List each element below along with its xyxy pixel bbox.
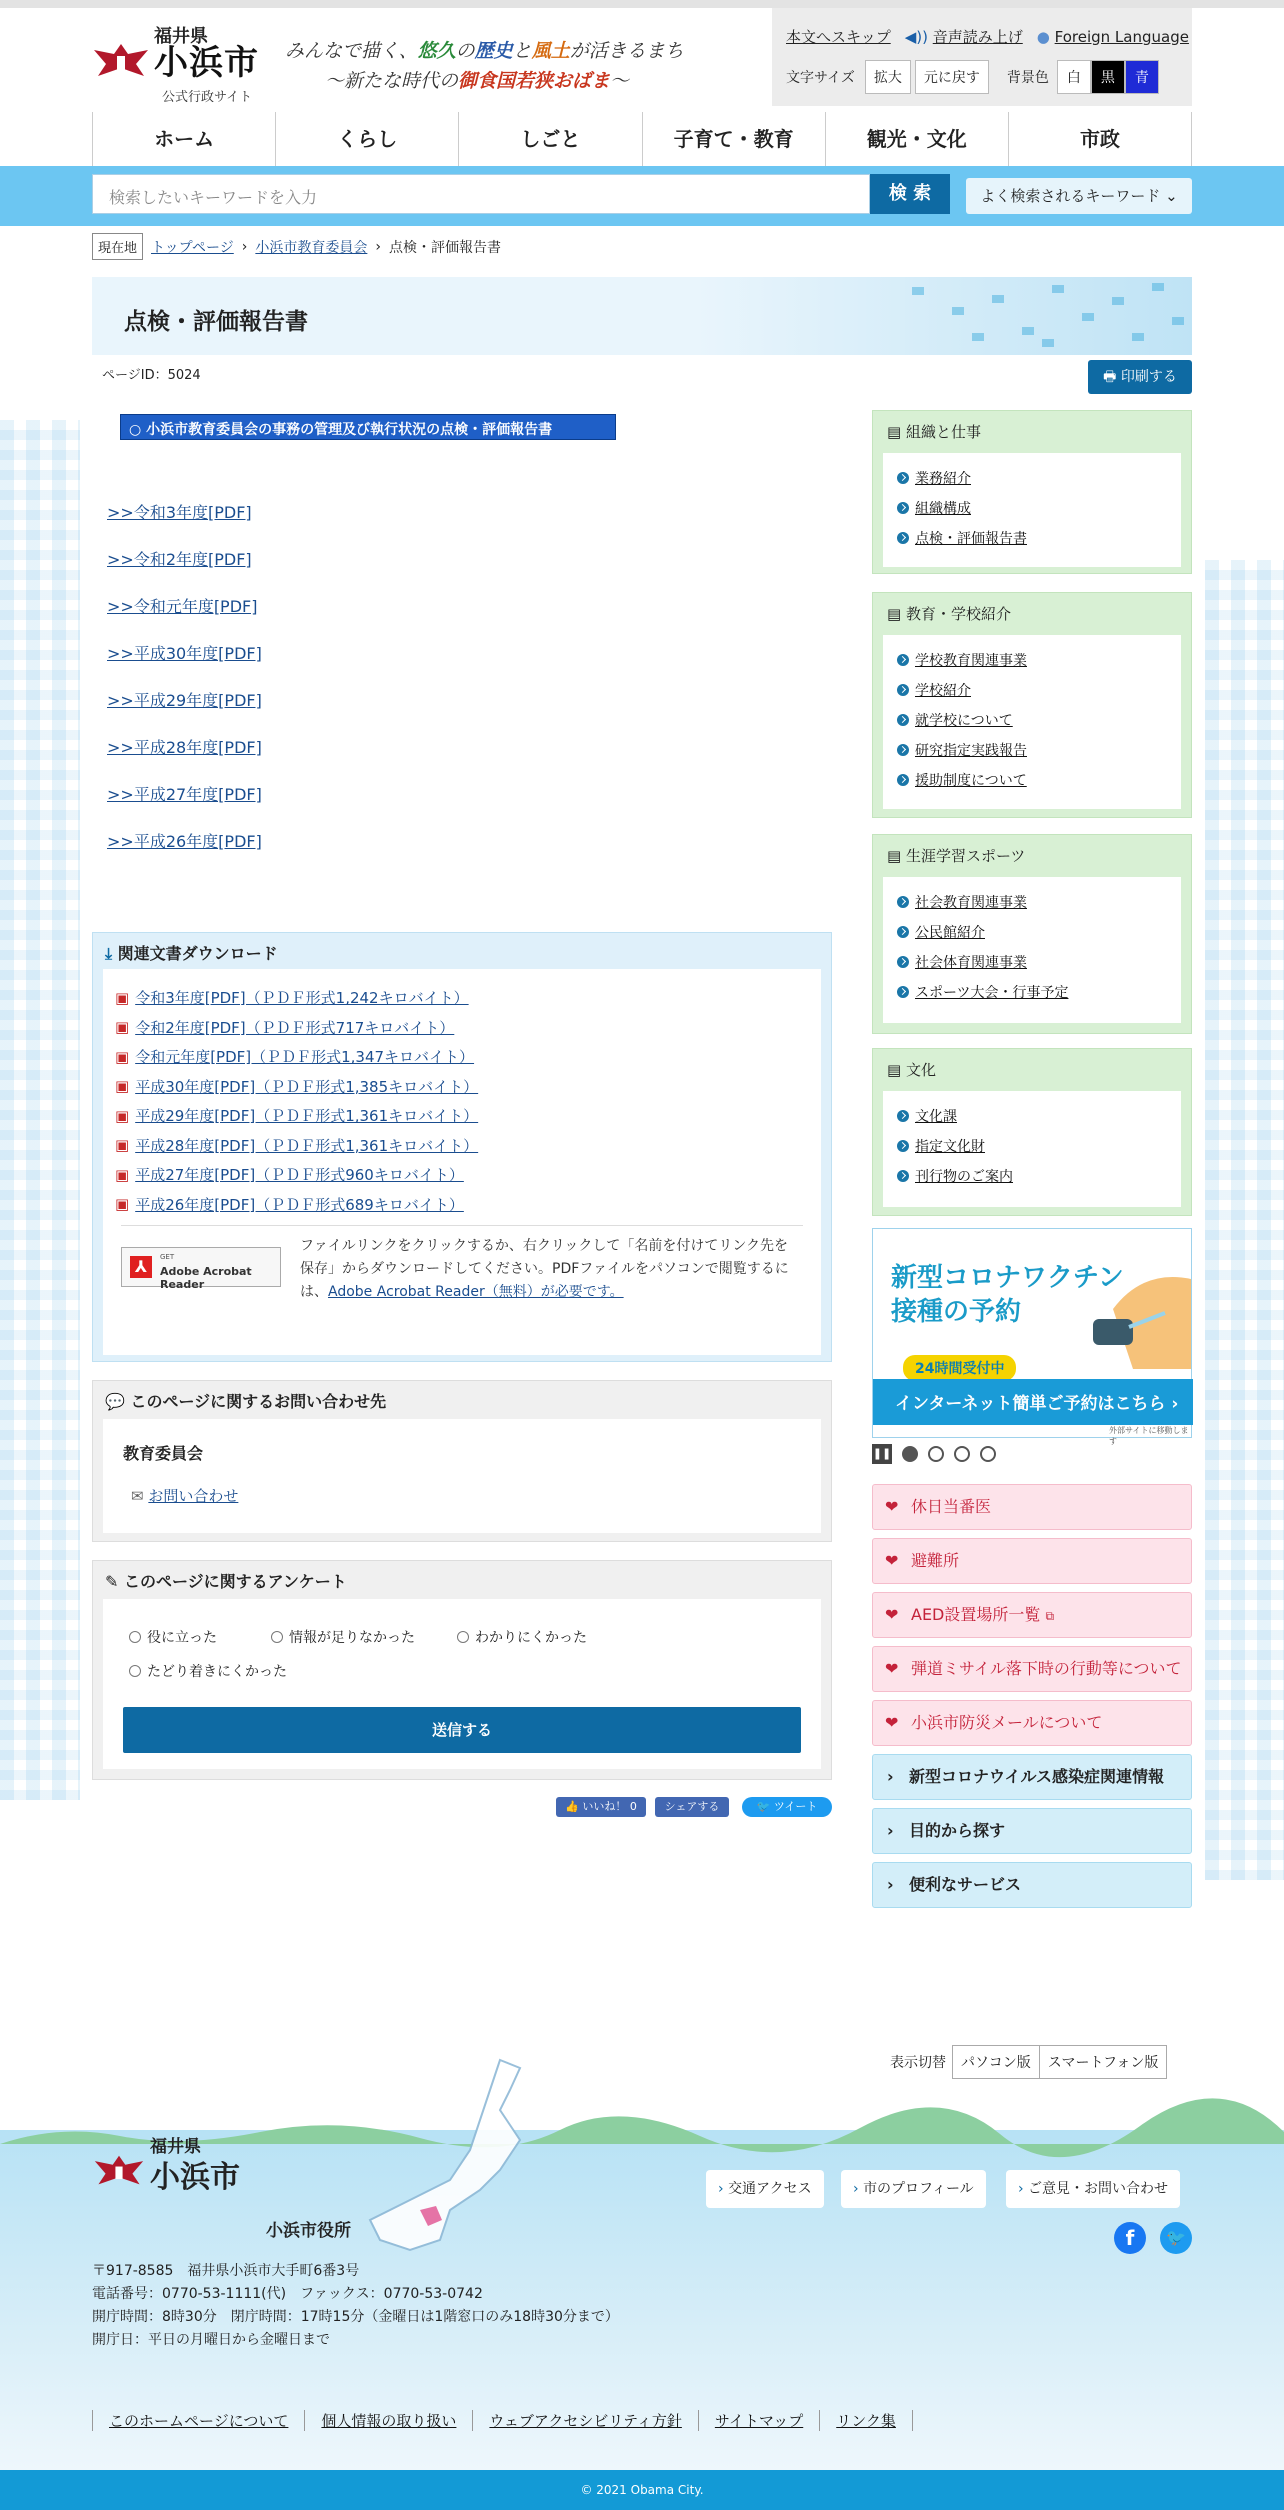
pdf-file-icon: ▣ [115,1195,130,1214]
acrobat-get-label: GET [160,1253,175,1261]
arrow-circle-icon [897,1140,909,1152]
document-icon: ▤ [887,605,902,623]
download-link[interactable]: 平成29年度[PDF]（ＰＤＦ形式1,361キロバイト） [135,1107,479,1126]
survey-option[interactable]: たどり着きにくかった [129,1661,287,1681]
footer-links [92,2410,913,2431]
arrow-circle-icon [897,744,909,756]
download-link[interactable]: 令和元年度[PDF]（ＰＤＦ形式1,347キロバイト） [135,1048,475,1067]
breadcrumb [92,233,501,260]
display-switch-label: 表示切替 [890,2055,946,2071]
sidebar-link[interactable]: 援助制度について [897,765,1167,795]
sidebar-link[interactable]: 文化課 [897,1101,1167,1131]
contact-title: 💬 このページに関するお問い合わせ先 [105,1392,387,1411]
footer-link[interactable]: サイトマップ [698,2410,819,2431]
sidebar-link[interactable]: 社会体育関連事業 [897,947,1167,977]
circle-bullet-icon: ○ [129,422,142,438]
sidebar-group-title: ▤ 組織と仕事 [887,423,981,441]
footer-address: 〒917-8585 福井県小浜市大手町6番3号 電話番号：0770-53-1111(代) ファックス：0770-53-0742 開庁時間：8時30分 閉庁時間：17時15分（金曜日は1階窓口のみ18時30分まで） 開庁日：平日の月曜日から金曜日まで [92,2263,619,2348]
survey-option[interactable]: 情報が足りなかった [271,1627,415,1647]
pdf-link[interactable]: >>令和2年度[PDF] [107,550,252,569]
download-item [103,983,821,1013]
pdf-link[interactable]: >>平成27年度[PDF] [107,785,262,804]
sidebar-link[interactable]: 組織構成 [897,493,1167,523]
bg-pattern-left [0,420,80,1800]
nav-kanko[interactable]: 観光・文化 [826,112,1009,166]
sidebar-link[interactable]: 業務紹介 [897,463,1167,493]
breadcrumb-top[interactable]: トップページ [151,239,234,256]
pencil-icon: ✎ [105,1572,119,1591]
acrobat-icon: ⅄ [130,1256,152,1278]
footer-link[interactable]: ウェブアクセシビリティ方針 [472,2410,697,2431]
acrobat-badge[interactable] [121,1247,281,1291]
pdf-file-icon: ▣ [115,1047,130,1066]
radio-icon [457,1631,469,1643]
download-item [103,1131,821,1161]
footer-city: 小浜市 [150,2160,240,2195]
sidebar-link[interactable]: 研究指定実践報告 [897,735,1167,765]
download-title: ⤓ 関連文書ダウンロード [105,944,278,963]
nav-shisei[interactable]: 市政 [1009,112,1192,166]
footer-link[interactable]: このホームページについて [92,2410,304,2431]
pause-icon[interactable]: ❚❚ [872,1444,892,1464]
emergency-link[interactable]: ❤ 休日当番医 [872,1484,1192,1530]
foreign-language-link[interactable]: ● Foreign Language [1036,27,1189,46]
arrow-circle-icon [897,654,909,666]
chevron-right-icon: › [375,238,381,255]
display-switcher [890,2045,1167,2079]
pdf-file-icon: ▣ [115,1018,130,1037]
download-item [103,1190,821,1220]
footer-link[interactable]: 個人情報の取り扱い [304,2410,472,2431]
nav-kurashi[interactable]: くらし [276,112,459,166]
pdf-file-icon: ▣ [115,1106,130,1125]
voice-link[interactable]: ◀)) 音声読み上げ [904,28,1023,46]
search-button[interactable]: 検 索 [870,174,950,214]
bg-color-label: 背景色 [1006,70,1049,86]
arrow-circle-icon [897,986,909,998]
page-id: ページID：5024 [102,368,201,383]
footer-access-button[interactable]: › 交通アクセス [706,2170,824,2208]
pdf-link[interactable]: >>平成26年度[PDF] [107,832,262,851]
survey-option[interactable]: わかりにくかった [457,1627,587,1647]
sidebar-group-title: ▤ 教育・学校紹介 [887,605,1011,623]
carousel-dot[interactable] [954,1446,970,1462]
sidebar-group-title: ▤ 生涯学習スポーツ [887,847,1026,865]
survey-submit-button[interactable]: 送信する [123,1707,801,1753]
speaker-icon: ◀)) [904,28,928,46]
heart-icon: ❤ [885,1551,899,1570]
copyright: © 2021 Obama City. [0,2470,1284,2510]
arrow-circle-icon [897,1170,909,1182]
download-link[interactable]: 平成27年度[PDF]（ＰＤＦ形式960キロバイト） [135,1166,464,1185]
emergency-link[interactable]: ❤ 小浜市防災メールについて [872,1700,1192,1746]
radio-icon [271,1631,283,1643]
footer-opinion-button[interactable]: › ご意見・お問い合わせ [1006,2170,1180,2208]
download-section [92,932,832,1362]
heart-icon: ❤ [885,1659,899,1678]
document-icon: ▤ [887,423,902,441]
city-emblem-icon [92,42,150,80]
bg-blue-button[interactable]: 青 [1125,60,1159,94]
tweet-button[interactable]: 🐦 ツイート [742,1797,832,1817]
heart-icon: ❤ [885,1497,899,1516]
chevron-right-icon: › [887,1767,894,1786]
footer-profile-button[interactable]: › 市のプロフィール [841,2170,986,2208]
sidebar-link[interactable]: 指定文化財 [897,1131,1167,1161]
contact-section [92,1380,832,1542]
contact-link[interactable]: ✉ お問い合わせ [131,1487,239,1505]
font-size-label: 文字サイズ [786,70,855,86]
printer-icon: 🖶 [1103,369,1117,385]
sidebar-group-title: ▤ 文化 [887,1061,936,1079]
catchphrase-line2: 〜新たな時代の御食国若狭おばま〜 [325,70,630,92]
pdf-link[interactable]: >>平成29年度[PDF] [107,691,262,710]
footer-logo [92,2132,292,2195]
utility-panel [772,8,1192,106]
info-link[interactable]: › 便利なサービス [872,1862,1192,1908]
vaccine-arm-illustration [1073,1249,1191,1369]
breadcrumb-board[interactable]: 小浜市教育委員会 [255,239,368,256]
sidebar-link[interactable]: 公民館紹介 [897,917,1167,947]
acrobat-note: ファイルリンクをクリックするか、右クリックして「名前を付けてリンク先を保存」からダウンロードしてください。PDFファイルをパソコンで閲覧するには、Adobe Acrobat Reader（無料）が必要です。 [300,1238,789,1300]
font-bigger-button[interactable]: 拡大 [865,60,911,94]
footer-office: 小浜市役所 [266,2221,351,2241]
sidebar-group [872,592,1192,818]
sidebar-link[interactable]: 学校紹介 [897,675,1167,705]
print-button[interactable]: 🖶 印刷する [1088,360,1192,394]
heart-icon: ❤ [885,1605,899,1624]
chevron-right-icon: › [241,238,248,255]
logo-subtitle: 公式行政サイト [162,90,253,105]
arrow-circle-icon [897,1110,909,1122]
pdf-link[interactable]: >>令和3年度[PDF] [107,503,252,522]
footer-link[interactable]: リンク集 [819,2410,913,2431]
arrow-circle-icon [897,956,909,968]
top-strip [0,0,1284,8]
bg-pattern-right [1205,560,1284,1880]
carousel-dot[interactable] [980,1446,996,1462]
acrobat-download-link[interactable]: Adobe Acrobat Reader（無料）が必要です。 [328,1284,624,1300]
carousel-dot[interactable] [902,1446,918,1462]
pdf-file-icon: ▣ [115,1136,130,1155]
sidebar-link[interactable]: 点検・評価報告書 [897,523,1167,553]
pdf-file-icon: ▣ [115,1165,130,1184]
sidebar-group [872,1048,1192,1216]
breadcrumb-current: 点検・評価報告書 [388,239,501,256]
search-input[interactable]: 検索したいキーワードを入力 [92,174,870,214]
download-link[interactable]: 平成30年度[PDF]（ＰＤＦ形式1,385キロバイト） [135,1077,479,1096]
logo-city: 小浜市 [154,43,259,83]
pc-version-button[interactable]: パソコン版 [952,2045,1040,2079]
arrow-circle-icon [897,896,909,908]
info-link[interactable]: › 目的から探す [872,1808,1192,1854]
download-item [103,1072,821,1102]
banner-headline: 新型コロナワクチン 接種の予約 [891,1263,1124,1327]
arrow-circle-icon [897,714,909,726]
city-map-illustration [350,2050,560,2280]
bg-white-button[interactable]: 白 [1057,60,1091,94]
document-icon: ▤ [887,847,902,865]
page-title: 点検・評価報告書 [124,309,308,335]
facebook-share-button[interactable]: シェアする [655,1797,729,1817]
site-logo[interactable] [92,22,262,106]
global-nav [92,112,1192,166]
arrow-circle-icon [897,532,909,544]
title-pattern [792,277,1192,355]
pdf-link[interactable]: >>平成28年度[PDF] [107,738,262,757]
chevron-right-icon: › [887,1875,894,1894]
carousel-dot[interactable] [928,1446,944,1462]
facebook-like-button[interactable]: 👍 いいね！ 0 [556,1797,646,1817]
emergency-link[interactable]: ❤ AED設置場所一覧 ⧉ [872,1592,1192,1638]
chevron-down-icon: ⌄ [1165,187,1178,205]
download-item [103,1042,821,1072]
acrobat-label: Adobe Acrobat Reader [160,1265,252,1291]
banner-cta: インターネット簡単ご予約はこちら › [873,1379,1193,1425]
pdf-file-icon: ▣ [115,1077,130,1096]
sidebar-link[interactable]: 就学校について [897,705,1167,735]
arrow-circle-icon [897,926,909,938]
pdf-link[interactable]: >>令和元年度[PDF] [107,597,258,616]
arrow-circle-icon [897,684,909,696]
download-link[interactable]: 平成28年度[PDF]（ＰＤＦ形式1,361キロバイト） [135,1136,479,1155]
pdf-file-icon: ▣ [115,988,130,1007]
pdf-link[interactable]: >>平成30年度[PDF] [107,644,262,663]
nav-home[interactable]: ホーム [93,112,276,166]
contact-department: 教育委員会 [123,1444,204,1463]
sidebar-link[interactable]: 学校教育関連事業 [897,645,1167,675]
sidebar-link[interactable]: 刊行物のご案内 [897,1161,1167,1191]
emergency-link[interactable]: ❤ 避難所 [872,1538,1192,1584]
section-subheading: ○ 小浜市教育委員会の事務の管理及び執行状況の点検・評価報告書 [120,414,616,440]
banner-badge: 24時間受付中 [903,1355,1016,1381]
download-link[interactable]: 平成26年度[PDF]（ＰＤＦ形式689キロバイト） [135,1195,464,1214]
smartphone-version-button[interactable]: スマートフォン版 [1039,2045,1168,2079]
chevron-right-icon: › [853,2181,859,2197]
radio-icon [129,1631,141,1643]
chevron-right-icon: › [1018,2181,1024,2197]
download-link[interactable]: 令和2年度[PDF]（ＰＤＦ形式717キロバイト） [135,1018,455,1037]
font-reset-button[interactable]: 元に戻す [915,60,989,94]
breadcrumb-here: 現在地 [92,233,143,260]
sidebar-link[interactable]: 社会教育関連事業 [897,887,1167,917]
chevron-right-icon: › [887,1821,894,1840]
download-icon: ⤓ [105,944,113,963]
download-item [103,1013,821,1043]
footer-prefecture: 福井県 [150,2137,201,2157]
bg-black-button[interactable]: 黒 [1091,60,1125,94]
info-link[interactable]: › 新型コロナウイルス感染症関連情報 [872,1754,1192,1800]
download-item [103,1160,821,1190]
skip-link[interactable]: 本文へスキップ [786,28,891,46]
emergency-link[interactable]: ❤ 弾道ミサイル落下時の行動等について [872,1646,1192,1692]
facebook-icon[interactable]: f [1114,2222,1146,2254]
arrow-circle-icon [897,774,909,786]
arrow-circle-icon [897,502,909,514]
external-link-icon: ⧉ [1045,1609,1055,1623]
globe-icon: ● [1036,27,1050,46]
divider [121,1225,803,1226]
radio-icon [129,1665,141,1677]
arrow-circle-icon [897,472,909,484]
twitter-icon[interactable]: 🐦 [1160,2222,1192,2254]
survey-option[interactable]: 役に立った [129,1627,217,1647]
popular-keywords-dropdown[interactable]: よく検索されるキーワード ⌄ [966,178,1192,214]
nav-shigoto[interactable]: しごと [459,112,642,166]
logo-prefecture: 福井県 [154,26,208,47]
carousel-controls [872,1444,996,1464]
banner-note: 外部サイトに移動します [1109,1426,1189,1446]
page-title-bar [92,277,1192,355]
sidebar-group [872,834,1192,1034]
vaccine-banner[interactable] [872,1228,1192,1446]
catchphrase-line1: みんなで描く、悠久の歴史と風土が活きるまち [285,40,684,62]
nav-kosodate[interactable]: 子育て・教育 [643,112,826,166]
survey-section [92,1560,832,1780]
city-emblem-icon [92,2154,146,2188]
thumbs-up-icon: 👍 [565,1800,579,1813]
chat-bubble-icon: 💬 [105,1392,125,1411]
sidebar-link[interactable]: スポーツ大会・行事予定 [897,977,1167,1007]
mail-icon: ✉ [131,1487,144,1505]
heart-icon: ❤ [885,1713,899,1732]
document-icon: ▤ [887,1061,902,1079]
twitter-bird-icon: 🐦 [756,1800,771,1813]
chevron-right-icon: › [718,2181,724,2197]
sidebar-group [872,410,1192,574]
pdf-link-list [107,500,262,876]
download-item [103,1101,821,1131]
download-link[interactable]: 令和3年度[PDF]（ＰＤＦ形式1,242キロバイト） [135,989,469,1008]
survey-title: ✎ このページに関するアンケート [105,1572,347,1591]
